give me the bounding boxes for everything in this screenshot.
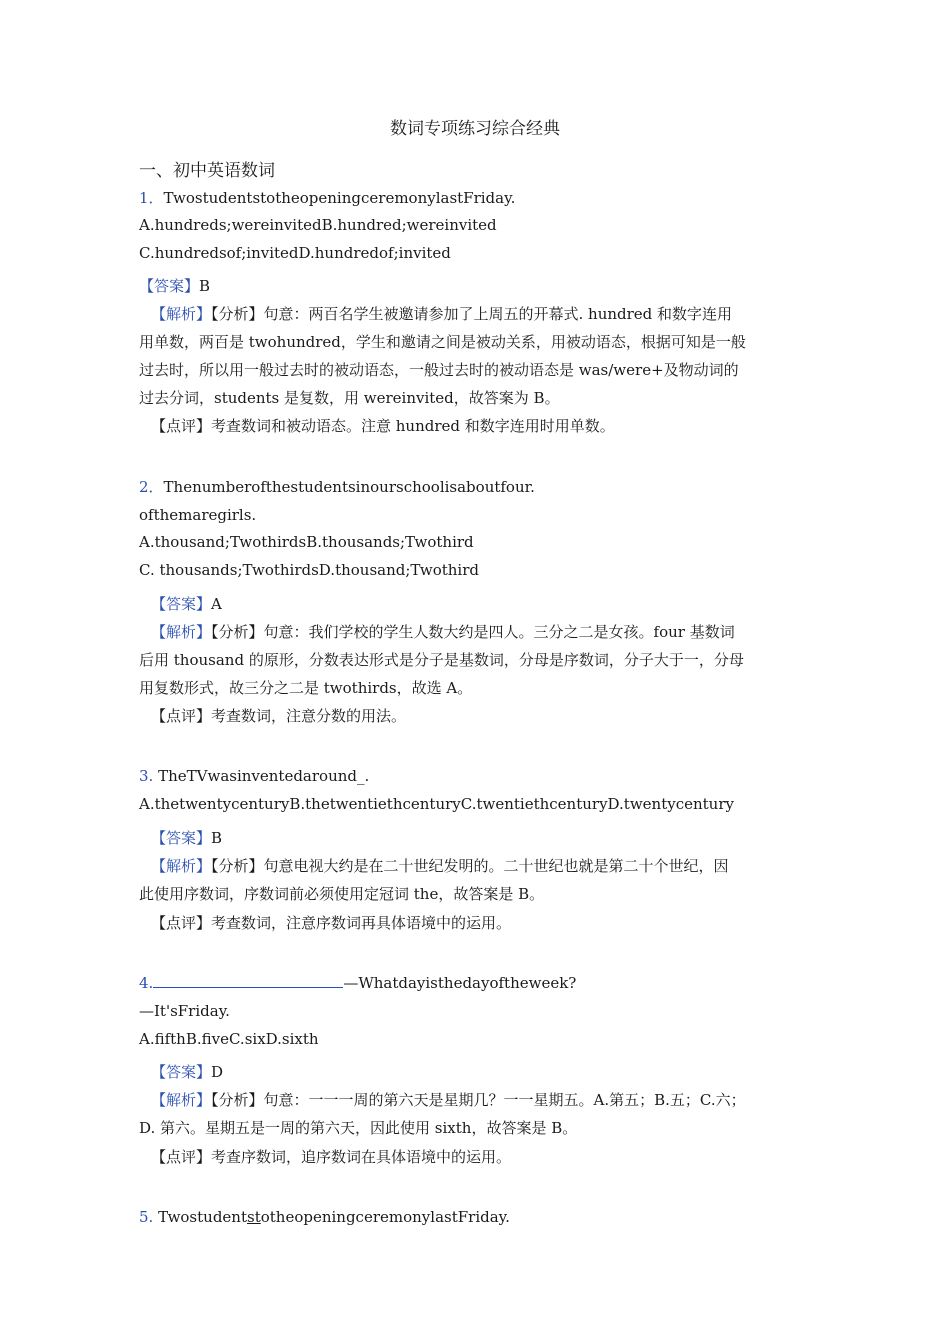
question-4-analysis-line-2: D. 第六。星期五是一周的第六天，因此使用 sixth，故答案是 B。	[139, 1119, 578, 1137]
question-5-stem	[139, 1207, 510, 1227]
question-1-stem	[139, 188, 515, 208]
question-3-options: A.thetwentycenturyB.thetwentiethcenturyC.twentiethcenturyD.twentycentury	[139, 795, 734, 813]
analysis-text: 【分析】句意：两百名学生被邀请参加了上周五的开幕式. hundred 和数字连用	[211, 305, 733, 323]
question-1-options-a-b: A.hundreds;wereinvitedB.hundred;wereinvited	[139, 216, 497, 234]
question-1-analysis-line-2: 用单数，两百是 twohundred，学生和邀请之间是被动关系，用被动语态，根据可知是一般	[139, 333, 746, 351]
question-text-part-2: otheopeningceremonylastFriday.	[260, 1208, 510, 1226]
question-text: TwostudentstotheopeningceremonylastFriday.	[163, 189, 516, 207]
section-heading: 一、初中英语数词	[139, 161, 275, 181]
question-text-part-1: Twostudent	[158, 1208, 247, 1226]
question-4-answer	[151, 1062, 223, 1082]
analysis-tag: 【解析】	[151, 857, 212, 875]
question-2-analysis-line-1	[151, 622, 735, 642]
question-2-analysis-line-2: 后用 thousand 的原形，分数表达形式是分子是基数词，分母是序数词，分子大于一，分母	[139, 651, 744, 669]
question-number: 2．	[139, 478, 164, 496]
question-4-stem	[139, 973, 576, 993]
question-2-options-a-b: A.thousand;TwothirdsB.thousands;Twothird	[139, 533, 474, 551]
analysis-tag: 【解析】	[151, 305, 212, 323]
question-3-analysis-line-1	[151, 856, 729, 876]
document-title: 数词专项练习综合经典	[390, 119, 560, 139]
answer-tag: 【答案】	[151, 595, 212, 613]
question-text: —Whatdayisthedayoftheweek?	[343, 974, 577, 992]
answer-tag: 【答案】	[151, 1063, 212, 1081]
question-4-options: A.fifthB.fiveC.sixD.sixth	[139, 1030, 319, 1048]
question-text-underlined: st	[247, 1208, 261, 1226]
question-1-analysis-line-3: 过去时，所以用一般过去时的被动语态，一般过去时的被动语态是 was/were+及物动词的	[139, 361, 739, 379]
question-3-comment: 【点评】考查数词，注意序数词再具体语境中的运用。	[151, 914, 512, 932]
question-text: Thenumberofthestudentsinourschoolisaboutfour.	[163, 478, 535, 496]
analysis-text: 【分析】句意：一一一周的第六天是星期几？一一星期五。A.第五；B.五；C.六；	[211, 1091, 746, 1109]
answer-value: B	[199, 277, 211, 295]
analysis-text: 【分析】句意电视大约是在二十世纪发明的。二十世纪也就是第二十个世纪，因	[211, 857, 729, 875]
question-number: 3.	[139, 767, 154, 785]
question-3-stem	[139, 766, 369, 786]
question-1-comment: 【点评】考查数词和被动语态。注意 hundred 和数字连用时用单数。	[151, 417, 615, 435]
answer-tag: 【答案】	[151, 829, 212, 847]
question-3-analysis-line-2: 此使用序数词，序数词前必须使用定冠词 the，故答案是 B。	[139, 885, 545, 903]
answer-value: D	[211, 1063, 224, 1081]
answer-tag: 【答案】	[139, 277, 200, 295]
question-2-stem	[139, 477, 535, 497]
question-2-options-c-d: C. thousands;TwothirdsD.thousand;Twothird	[139, 561, 480, 579]
analysis-tag: 【解析】	[151, 623, 212, 641]
analysis-text: 【分析】句意：我们学校的学生人数大约是四人。三分之二是女孩。four 基数词	[211, 623, 735, 641]
analysis-tag: 【解析】	[151, 1091, 212, 1109]
question-2-analysis-line-3: 用复数形式，故三分之二是 twothirds，故选 A。	[139, 679, 473, 697]
question-4-comment: 【点评】考查序数词，追序数词在具体语境中的运用。	[151, 1148, 512, 1166]
question-text: TheTVwasinventedaround_.	[158, 767, 370, 785]
question-number: 1．	[139, 189, 164, 207]
question-3-answer	[151, 828, 222, 848]
answer-blank	[153, 973, 343, 988]
question-number: 5.	[139, 1208, 154, 1226]
question-1-options-c-d: C.hundredsof;invitedD.hundredof;invited	[139, 244, 451, 262]
question-1-analysis-line-1	[151, 304, 732, 324]
answer-value: B	[211, 829, 223, 847]
question-1-analysis-line-4: 过去分词，students 是复数，用 wereinvited，故答案为 B。	[139, 389, 560, 407]
question-4-analysis-line-1	[151, 1090, 746, 1110]
question-number: 4.	[139, 974, 154, 992]
question-1-answer	[139, 276, 210, 296]
answer-value: A	[211, 595, 222, 613]
question-2-stem-continued: ofthemaregirls.	[139, 506, 257, 524]
question-2-comment: 【点评】考查数词，注意分数的用法。	[151, 707, 407, 725]
question-2-answer	[151, 594, 222, 614]
question-4-reply: —It'sFriday.	[139, 1002, 230, 1020]
